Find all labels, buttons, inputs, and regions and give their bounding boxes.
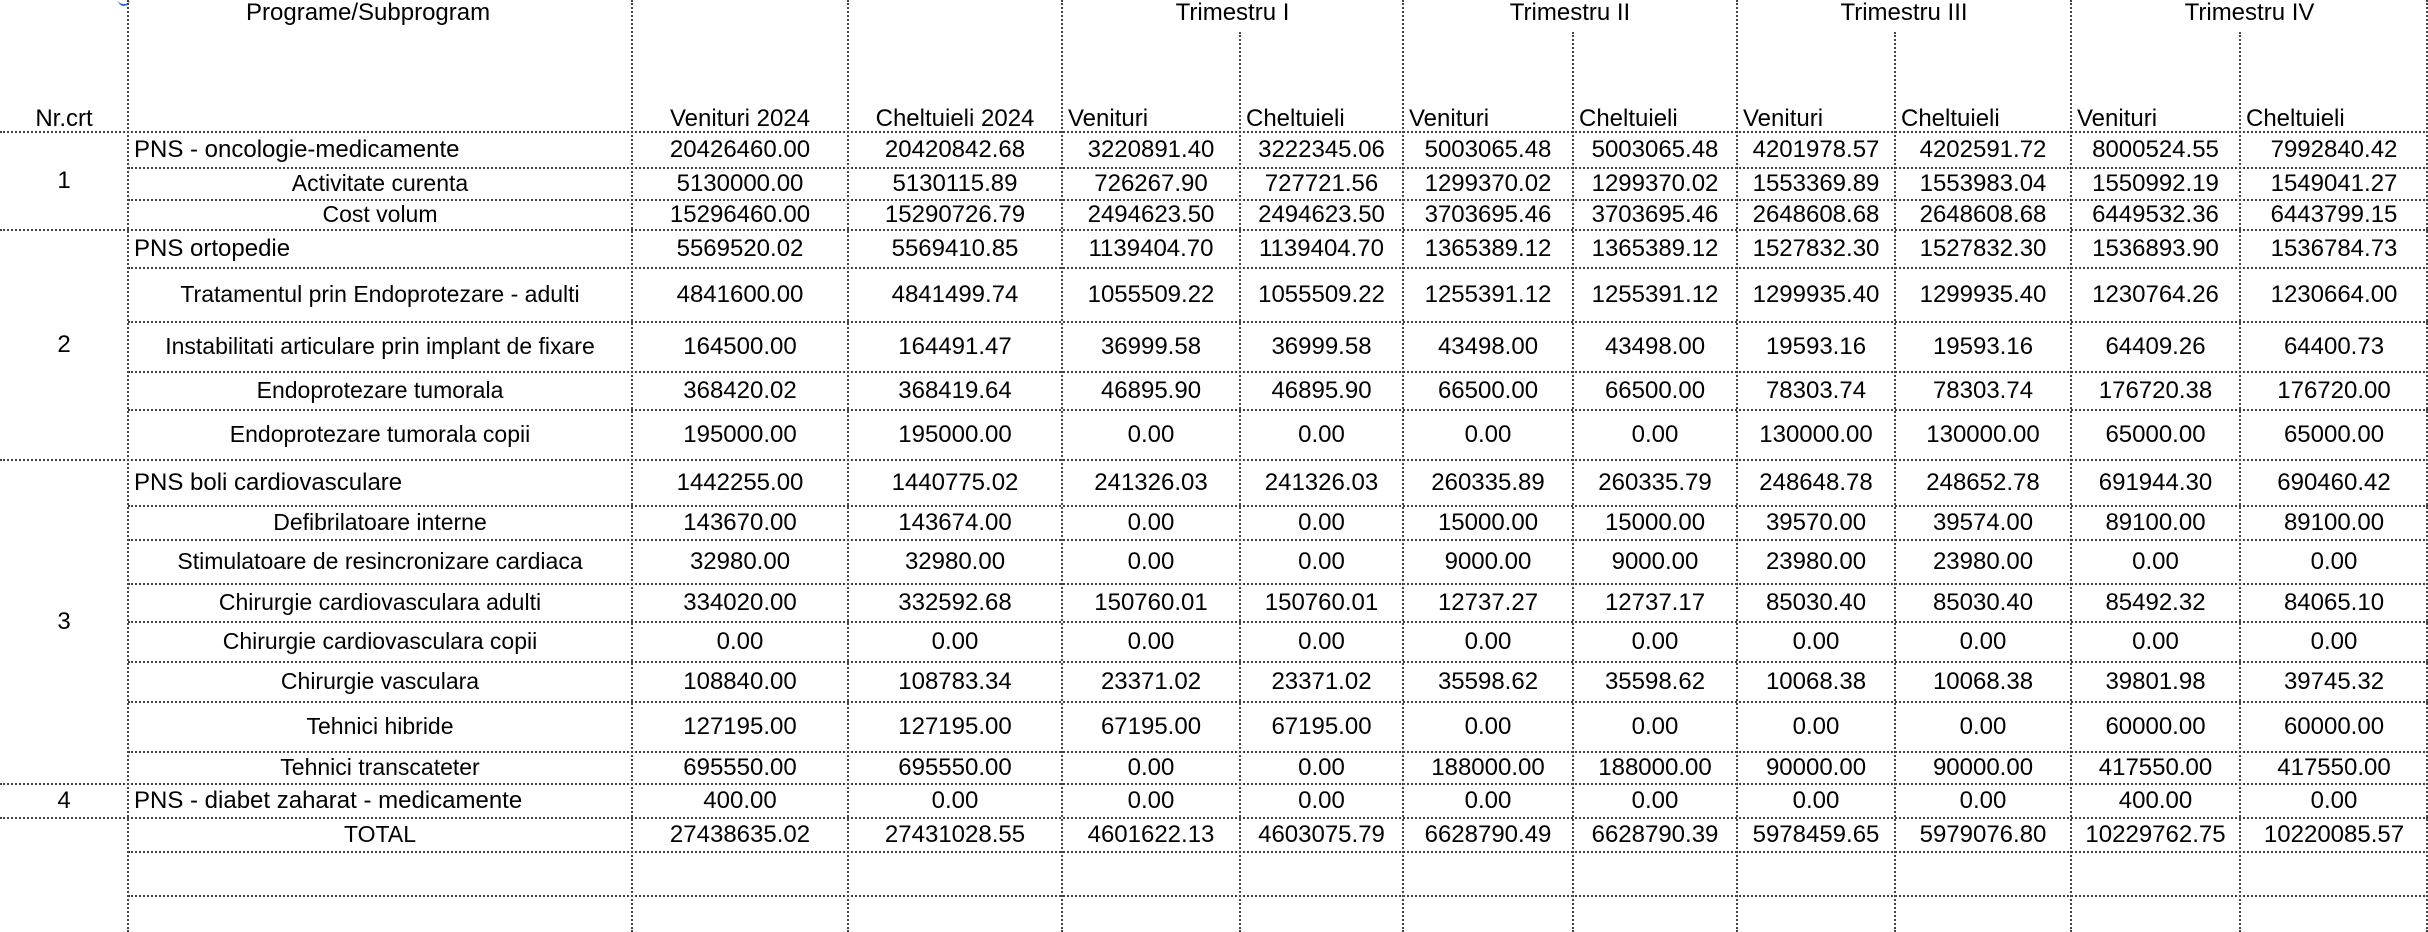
quarter-venituri-value: 0.00	[1127, 627, 1175, 655]
header-quarter-4: Trimestru IV	[2184, 0, 2315, 26]
quarter-cheltuieli-value: 0.00	[1959, 627, 2007, 655]
grid-line-horizontal	[128, 661, 2428, 663]
quarter-venituri-value: 0.00	[1464, 420, 1512, 448]
cheltuieli-2024-value: 332592.68	[898, 588, 1012, 616]
total-cheltuieli-2024: 27431028.55	[884, 820, 1026, 848]
quarter-venituri-value: 417550.00	[2098, 753, 2213, 781]
quarter-venituri-value: 150760.01	[1094, 588, 1208, 616]
grid-line-vertical	[1239, 32, 1241, 932]
grid-line-horizontal	[128, 505, 2428, 507]
quarter-cheltuieli-value: 89100.00	[2283, 508, 2385, 536]
quarter-venituri-value: 0.00	[1792, 627, 1840, 655]
cheltuieli-2024-value: 20420842.68	[884, 135, 1026, 163]
quarter-venituri-value: 89100.00	[2105, 508, 2206, 536]
venituri-2024-value: 15296460.00	[669, 200, 811, 228]
quarter-cheltuieli-value: 0.00	[1631, 627, 1679, 655]
venituri-2024-value: 127195.00	[683, 712, 797, 740]
row-number: 4	[57, 786, 71, 814]
quarter-cheltuieli-value: 0.00	[1959, 712, 2007, 740]
quarter-cheltuieli-value: 3222345.06	[1258, 135, 1385, 163]
subprogram-name: Chirurgie cardiovasculara copii	[222, 628, 538, 655]
venituri-2024-value: 108840.00	[683, 667, 797, 695]
cheltuieli-2024-value: 4841499.74	[891, 280, 1019, 308]
quarter-cheltuieli-value: 5003065.48	[1591, 135, 1719, 163]
header-quarter-2: Trimestru II	[1509, 0, 1631, 26]
venituri-2024-value: 0.00	[716, 627, 764, 655]
quarter-cheltuieli-value: 0.00	[2310, 627, 2358, 655]
venituri-2024-value: 143670.00	[683, 508, 797, 536]
quarter-cheltuieli-value: 1055509.22	[1258, 280, 1385, 308]
total-quarter-cheltuieli: 5979076.80	[1919, 820, 2047, 848]
quarter-venituri-value: 23980.00	[1765, 547, 1867, 575]
quarter-cheltuieli-value: 0.00	[1298, 547, 1345, 575]
quarter-cheltuieli-value: 150760.01	[1264, 588, 1379, 616]
quarter-cheltuieli-value: 1527832.30	[1919, 234, 2047, 262]
quarter-cheltuieli-value: 241326.03	[1264, 468, 1379, 496]
quarter-cheltuieli-value: 727721.56	[1264, 169, 1379, 197]
quarter-venituri-value: 66500.00	[1437, 376, 1539, 404]
quarter-venituri-value: 1553369.89	[1752, 169, 1880, 197]
header-venituri: Venituri	[2077, 104, 2158, 132]
quarter-venituri-value: 400.00	[2118, 786, 2193, 814]
quarter-cheltuieli-value: 12737.17	[1604, 588, 1706, 616]
total-quarter-venituri: 10229762.75	[2085, 820, 2226, 848]
quarter-venituri-value: 0.00	[1464, 712, 1512, 740]
quarter-cheltuieli-value: 15000.00	[1604, 508, 1706, 536]
quarter-cheltuieli-value: 23980.00	[1932, 547, 2034, 575]
quarter-venituri-value: 1299935.40	[1752, 280, 1880, 308]
quarter-venituri-value: 35598.62	[1437, 667, 1539, 695]
grid-line-vertical	[127, 0, 129, 932]
quarter-cheltuieli-value: 0.00	[1298, 627, 1345, 655]
subprogram-name: Tratamentul prin Endoprotezare - adulti	[180, 281, 580, 308]
quarter-cheltuieli-value: 60000.00	[2283, 712, 2385, 740]
venituri-2024-value: 400.00	[703, 786, 777, 814]
grid-line-horizontal	[0, 229, 2428, 231]
quarter-cheltuieli-value: 3703695.46	[1591, 200, 1719, 228]
header-nr-crt: Nr.crt	[35, 104, 93, 132]
quarter-venituri-value: 726267.90	[1094, 169, 1208, 197]
grid-line-vertical	[2070, 0, 2072, 932]
quarter-cheltuieli-value: 36999.58	[1271, 332, 1372, 360]
header-cheltuieli: Cheltuieli	[1579, 104, 1678, 132]
grid-line-horizontal	[128, 583, 2428, 585]
quarter-venituri-value: 0.00	[2132, 547, 2179, 575]
quarter-venituri-value: 23371.02	[1100, 667, 1202, 695]
cheltuieli-2024-value: 195000.00	[898, 420, 1012, 448]
quarter-venituri-value: 1527832.30	[1752, 234, 1880, 262]
quarter-cheltuieli-value: 43498.00	[1604, 332, 1706, 360]
subprogram-name: Tehnici hibride	[306, 713, 454, 740]
quarter-venituri-value: 46895.90	[1100, 376, 1202, 404]
quarter-venituri-value: 260335.89	[1431, 468, 1545, 496]
venituri-2024-value: 4841600.00	[676, 280, 804, 308]
subprogram-name: Cost volum	[322, 201, 438, 228]
quarter-cheltuieli-value: 1365389.12	[1591, 234, 1719, 262]
quarter-cheltuieli-value: 84065.10	[2283, 588, 2385, 616]
venituri-2024-value: 5130000.00	[676, 169, 804, 197]
quarter-cheltuieli-value: 85030.40	[1932, 588, 2034, 616]
subprogram-name: Chirurgie cardiovasculara adulti	[218, 589, 542, 616]
total-quarter-cheltuieli: 10220085.57	[2263, 820, 2405, 848]
quarter-venituri-value: 1139404.70	[1088, 234, 1214, 262]
header-cheltuieli: Cheltuieli	[2246, 104, 2345, 132]
cheltuieli-2024-value: 1440775.02	[891, 468, 1019, 496]
quarter-venituri-value: 67195.00	[1100, 712, 1202, 740]
quarter-venituri-value: 19593.16	[1765, 332, 1867, 360]
quarter-cheltuieli-value: 0.00	[1298, 786, 1345, 814]
grid-line-vertical	[1402, 0, 1404, 932]
quarter-venituri-value: 0.00	[1127, 753, 1175, 781]
grid-line-horizontal	[128, 621, 2428, 623]
grid-line-horizontal	[0, 459, 2428, 461]
quarter-cheltuieli-value: 417550.00	[2277, 753, 2391, 781]
grid-line-horizontal	[128, 701, 2428, 703]
quarter-cheltuieli-value: 130000.00	[1926, 420, 2040, 448]
quarter-cheltuieli-value: 7992840.42	[2270, 135, 2398, 163]
cheltuieli-2024-value: 164491.47	[898, 332, 1012, 360]
grid-line-horizontal	[128, 371, 2428, 373]
quarter-venituri-value: 0.00	[1127, 786, 1175, 814]
quarter-venituri-value: 1230764.26	[2092, 280, 2219, 308]
cheltuieli-2024-value: 0.00	[931, 786, 979, 814]
quarter-venituri-value: 0.00	[1127, 547, 1175, 575]
grid-line-horizontal	[128, 267, 2428, 269]
grid-line-horizontal	[128, 321, 2428, 323]
quarter-venituri-value: 9000.00	[1444, 547, 1532, 575]
program-name: PNS - diabet zaharat - medicamente	[134, 786, 523, 814]
grid-line-horizontal	[0, 817, 2428, 819]
row-number: 1	[57, 166, 71, 194]
quarter-cheltuieli-value: 1255391.12	[1591, 280, 1719, 308]
row-number: 3	[57, 607, 71, 635]
grid-line-vertical	[1061, 0, 1063, 932]
header-cheltuieli-2024: Cheltuieli 2024	[875, 104, 1035, 132]
quarter-cheltuieli-value: 0.00	[1298, 420, 1345, 448]
quarter-venituri-value: 2648608.68	[1752, 200, 1880, 228]
quarter-venituri-value: 0.00	[1464, 786, 1512, 814]
quarter-cheltuieli-value: 2648608.68	[1919, 200, 2047, 228]
total-quarter-venituri: 4601622.13	[1087, 820, 1215, 848]
grid-line-horizontal	[128, 851, 2428, 853]
grid-line-horizontal	[128, 409, 2428, 411]
quarter-venituri-value: 188000.00	[1431, 753, 1545, 781]
cheltuieli-2024-value: 143674.00	[898, 508, 1012, 536]
header-cheltuieli: Cheltuieli	[1901, 104, 2000, 132]
quarter-cheltuieli-value: 1536784.73	[2270, 234, 2398, 262]
total-quarter-venituri: 6628790.49	[1424, 820, 1552, 848]
header-quarter-1: Trimestru I	[1175, 0, 1290, 26]
header-venituri: Venituri	[1068, 104, 1149, 132]
venituri-2024-value: 195000.00	[683, 420, 797, 448]
cheltuieli-2024-value: 108783.34	[898, 667, 1012, 695]
quarter-cheltuieli-value: 46895.90	[1271, 376, 1372, 404]
header-program: Programe/Subprogram	[246, 0, 491, 26]
quarter-venituri-value: 1536893.90	[2092, 234, 2219, 262]
quarter-venituri-value: 0.00	[1127, 420, 1175, 448]
venituri-2024-value: 368420.02	[683, 376, 797, 404]
cheltuieli-2024-value: 15290726.79	[884, 200, 1026, 228]
header-cheltuieli: Cheltuieli	[1246, 104, 1345, 132]
quarter-cheltuieli-value: 10068.38	[1932, 667, 2034, 695]
subprogram-name: Activitate curenta	[291, 170, 469, 197]
quarter-cheltuieli-value: 65000.00	[2283, 420, 2385, 448]
header-venituri: Venituri	[1743, 104, 1824, 132]
quarter-venituri-value: 0.00	[2132, 627, 2179, 655]
grid-line-vertical	[2239, 32, 2241, 932]
row-number: 2	[57, 330, 71, 358]
quarter-venituri-value: 64409.26	[2105, 332, 2206, 360]
quarter-venituri-value: 1550992.19	[2092, 169, 2219, 197]
quarter-cheltuieli-value: 176720.00	[2277, 376, 2391, 404]
cheltuieli-2024-value: 32980.00	[904, 547, 1006, 575]
venituri-2024-value: 695550.00	[683, 753, 797, 781]
quarter-cheltuieli-value: 78303.74	[1932, 376, 2034, 404]
quarter-venituri-value: 5003065.48	[1424, 135, 1552, 163]
quarter-venituri-value: 130000.00	[1759, 420, 1873, 448]
cheltuieli-2024-value: 0.00	[931, 627, 979, 655]
quarter-venituri-value: 15000.00	[1437, 508, 1539, 536]
quarter-venituri-value: 6449532.36	[2092, 200, 2219, 228]
quarter-cheltuieli-value: 6443799.15	[2270, 200, 2398, 228]
subprogram-name: Instabilitati articulare prin implant de fixare	[165, 333, 595, 360]
grid-line-horizontal	[128, 539, 2428, 541]
quarter-cheltuieli-value: 248652.78	[1926, 468, 2040, 496]
quarter-cheltuieli-value: 66500.00	[1604, 376, 1706, 404]
quarter-venituri-value: 85492.32	[2105, 588, 2206, 616]
quarter-cheltuieli-value: 64400.73	[2283, 332, 2385, 360]
quarter-venituri-value: 0.00	[1792, 786, 1840, 814]
quarter-venituri-value: 39570.00	[1765, 508, 1867, 536]
quarter-venituri-value: 0.00	[1792, 712, 1840, 740]
quarter-cheltuieli-value: 39574.00	[1932, 508, 2034, 536]
cheltuieli-2024-value: 368419.64	[898, 376, 1012, 404]
quarter-venituri-value: 3703695.46	[1424, 200, 1552, 228]
quarter-cheltuieli-value: 4202591.72	[1919, 135, 2047, 163]
program-name: PNS ortopedie	[134, 234, 291, 262]
quarter-cheltuieli-value: 0.00	[1298, 508, 1345, 536]
header-quarter-3: Trimestru III	[1840, 0, 1968, 26]
quarter-venituri-value: 60000.00	[2105, 712, 2206, 740]
quarter-cheltuieli-value: 690460.42	[2277, 468, 2391, 496]
grid-line-horizontal	[128, 895, 2428, 897]
grid-line-vertical	[1572, 32, 1574, 932]
quarter-cheltuieli-value: 0.00	[1298, 753, 1345, 781]
cheltuieli-2024-value: 695550.00	[898, 753, 1012, 781]
cheltuieli-2024-value: 127195.00	[898, 712, 1012, 740]
grid-line-vertical	[1894, 32, 1896, 932]
quarter-cheltuieli-value: 0.00	[1631, 420, 1679, 448]
total-label: TOTAL	[344, 821, 416, 848]
quarter-venituri-value: 8000524.55	[2092, 135, 2219, 163]
venituri-2024-value: 164500.00	[683, 332, 797, 360]
quarter-cheltuieli-value: 1139404.70	[1258, 234, 1384, 262]
quarter-cheltuieli-value: 35598.62	[1604, 667, 1706, 695]
quarter-venituri-value: 4201978.57	[1752, 135, 1880, 163]
header-venituri-2024: Venituri 2024	[669, 104, 811, 132]
grid-line-vertical	[847, 0, 849, 932]
subprogram-name: Tehnici transcateter	[280, 754, 480, 781]
venituri-2024-value: 5569520.02	[676, 234, 804, 262]
total-quarter-cheltuieli: 6628790.39	[1591, 820, 1719, 848]
quarter-venituri-value: 3220891.40	[1087, 135, 1215, 163]
venituri-2024-value: 1442255.00	[676, 468, 804, 496]
quarter-venituri-value: 10068.38	[1765, 667, 1867, 695]
quarter-venituri-value: 12737.27	[1437, 588, 1539, 616]
venituri-2024-value: 20426460.00	[669, 135, 811, 163]
quarter-cheltuieli-value: 1299935.40	[1919, 280, 2047, 308]
quarter-cheltuieli-value: 67195.00	[1271, 712, 1372, 740]
venituri-2024-value: 32980.00	[689, 547, 791, 575]
quarter-cheltuieli-value: 2494623.50	[1258, 200, 1385, 228]
quarter-venituri-value: 85030.40	[1765, 588, 1867, 616]
subprogram-name: Chirurgie vasculara	[280, 668, 480, 695]
quarter-cheltuieli-value: 1230664.00	[2270, 280, 2398, 308]
cheltuieli-2024-value: 5130115.89	[892, 169, 1018, 197]
quarter-cheltuieli-value: 90000.00	[1932, 753, 2034, 781]
subprogram-name: Endoprotezare tumorala	[256, 377, 504, 404]
grid-line-horizontal	[128, 167, 2428, 169]
total-quarter-cheltuieli: 4603075.79	[1258, 820, 1385, 848]
quarter-venituri-value: 1299370.02	[1424, 169, 1552, 197]
venituri-2024-value: 334020.00	[683, 588, 797, 616]
quarter-venituri-value: 1365389.12	[1424, 234, 1552, 262]
quarter-venituri-value: 2494623.50	[1087, 200, 1215, 228]
quarter-cheltuieli-value: 0.00	[2310, 547, 2358, 575]
quarter-venituri-value: 36999.58	[1100, 332, 1202, 360]
program-name: PNS boli cardiovasculare	[134, 468, 403, 496]
quarter-venituri-value: 0.00	[1464, 627, 1512, 655]
grid-line-vertical	[1736, 0, 1738, 932]
grid-line-vertical	[631, 0, 633, 932]
quarter-venituri-value: 90000.00	[1765, 753, 1867, 781]
quarter-venituri-value: 248648.78	[1759, 468, 1873, 496]
quarter-cheltuieli-value: 260335.79	[1598, 468, 1712, 496]
quarter-cheltuieli-value: 23371.02	[1271, 667, 1372, 695]
quarter-cheltuieli-value: 188000.00	[1598, 753, 1712, 781]
quarter-venituri-value: 65000.00	[2105, 420, 2206, 448]
grid-line-horizontal	[128, 199, 2428, 201]
subprogram-name: Defibrilatoare interne	[273, 509, 487, 536]
total-quarter-venituri: 5978459.65	[1752, 820, 1880, 848]
quarter-cheltuieli-value: 39745.32	[2283, 667, 2385, 695]
quarter-cheltuieli-value: 0.00	[2310, 786, 2358, 814]
quarter-cheltuieli-value: 0.00	[1959, 786, 2007, 814]
quarter-cheltuieli-value: 9000.00	[1611, 547, 1699, 575]
quarter-venituri-value: 78303.74	[1765, 376, 1867, 404]
quarter-venituri-value: 241326.03	[1094, 468, 1208, 496]
quarter-cheltuieli-value: 0.00	[1631, 712, 1679, 740]
quarter-venituri-value: 39801.98	[2105, 667, 2206, 695]
quarter-cheltuieli-value: 0.00	[1631, 786, 1679, 814]
quarter-cheltuieli-value: 1553983.04	[1919, 169, 2047, 197]
grid-line-horizontal	[0, 131, 2428, 133]
cheltuieli-2024-value: 5569410.85	[891, 234, 1019, 262]
quarter-venituri-value: 43498.00	[1437, 332, 1539, 360]
quarter-venituri-value: 176720.38	[2098, 376, 2213, 404]
quarter-venituri-value: 691944.30	[2098, 468, 2213, 496]
program-name: PNS - oncologie-medicamente	[134, 135, 460, 163]
quarter-cheltuieli-value: 19593.16	[1932, 332, 2034, 360]
quarter-venituri-value: 1255391.12	[1424, 280, 1552, 308]
total-venituri-2024: 27438635.02	[669, 820, 811, 848]
subprogram-name: Endoprotezare tumorala copii	[229, 421, 531, 448]
grid-line-horizontal	[0, 783, 2428, 785]
quarter-venituri-value: 0.00	[1127, 508, 1175, 536]
quarter-cheltuieli-value: 1299370.02	[1591, 169, 1719, 197]
quarter-cheltuieli-value: 1549041.27	[2270, 169, 2398, 197]
quarter-venituri-value: 1055509.22	[1087, 280, 1215, 308]
subprogram-name: Stimulatoare de resincronizare cardiaca	[177, 548, 583, 575]
grid-line-horizontal	[128, 751, 2428, 753]
header-venituri: Venituri	[1409, 104, 1490, 132]
